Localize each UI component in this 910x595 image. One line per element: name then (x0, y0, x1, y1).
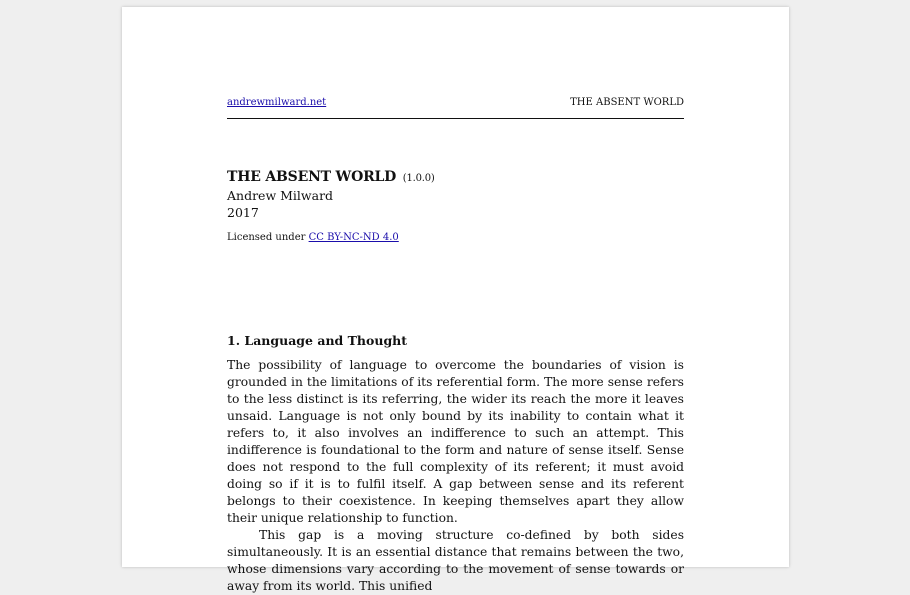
license-line (227, 232, 684, 244)
page-header (227, 97, 684, 119)
section-heading: 1. Language and Thought (227, 333, 408, 348)
license-link[interactable]: CC BY-NC-ND 4.0 (308, 232, 399, 243)
site-link[interactable]: andrewmilward.net (227, 97, 327, 108)
license-prefix: Licensed under (227, 232, 309, 243)
publication-year: 2017 (227, 205, 259, 220)
document-title: THE ABSENT WORLD (227, 169, 397, 185)
author-name: Andrew Milward (227, 188, 334, 203)
paragraph-2: This gap is a moving structure co-defined by both sides simultaneously. It is an essential distance that remains between the two, whose dimensions vary according to the movement of sense towards or away from its world. This unified (227, 528, 684, 593)
paragraph-1: The possibility of language to overcome the boundaries of vision is grounded in the limitations of its referential form. The more sense refers to the less distinct is its referring, the wider its reach the more it leaves unsaid. Language is not only bound by its inability to contain what it refers to, it also involves an indifference to such an attempt. This indifference is foundational to the form and nature of sense itself. Sense does not respond to the full complexity of its referent; it must avoid doing so if it is to fulfil itself. A gap between sense and its referent belongs to their coexistence. In keeping themselves apart they allow their unique relationship to function. (227, 358, 684, 525)
title-block (227, 169, 684, 244)
page-content (227, 97, 684, 595)
document-title-line (227, 169, 684, 187)
document-version: (1.0.0) (402, 173, 435, 184)
document-page (122, 7, 789, 593)
running-title: THE ABSENT WORLD (570, 97, 684, 108)
